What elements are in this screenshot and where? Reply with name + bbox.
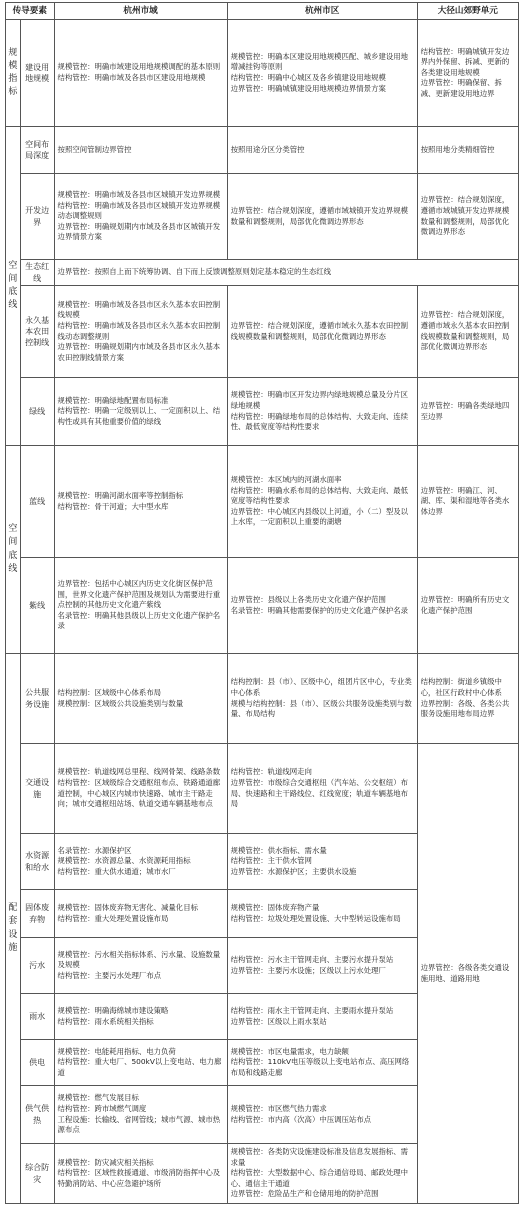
row-label: 永久基本农田控制线 [20, 286, 54, 378]
section-label: 规模指标 [6, 20, 21, 127]
row-label: 紫线 [20, 558, 54, 654]
cell-district: 规模管控：市区燃气热力需求 结构管控：市内高（次高）中压调压站布点 [227, 1086, 417, 1144]
row-label: 空间布局深度 [20, 127, 54, 174]
row-label: 蓝线 [20, 446, 54, 558]
cell-city: 规模管控：防灾减灾相关指标 结构管控：区域性救援通道、市级消防指挥中心及特勤消防站、中心应急避护场所 [54, 1144, 227, 1204]
cell-district: 边界管控：县级以上各类历史文化遗产保护范围 名录管控：明确其他需要保护的历史文化遗产保护名录 [227, 558, 417, 654]
cell-district: 结构管控：污水主干管网走向、主要污水提升泵站 边界管控：主要污水设施；区级以上污水处理厂 [227, 938, 417, 994]
row-label: 供电 [20, 1040, 54, 1086]
table-row [6, 20, 519, 127]
cell-district: 规模管控：本区域内的河湖水面率 结构管控：明确水系布局的总体结构、大致走向、最低宽度等结构性要求 边界管控：中心城区内县级以上河道，小（二）型及以上水库，一定面积以上重要的湖塘 [227, 446, 417, 558]
cell-city: 规模管控：明确绿地配置布局标准 结构管控：明确一定级别以上、一定面积以上、结构性或具有其他重要价值的绿线 [54, 378, 227, 446]
cell-district: 规模管控：市区电量需求，电力缺额 结构管控：110kV电压等级以上变电站布点、高压网络布局和线路走廊 [227, 1040, 417, 1086]
cell-unit: 结构控制：街道乡镇级中心，社区行政村中心体系 边界控制：各级、各类公共服务设施用地布局边界 [417, 654, 518, 744]
cell-district: 规模管控：明确市区开发边界内绿地规模总量及分片区绿地规模 结构管控：明确绿地布局的总体结构、大致走向、连续性、最低宽度等结构性要求 [227, 378, 417, 446]
cell-district: 按照用途分区分类管控 [227, 127, 417, 174]
cell-city: 名录管控：水源保护区 规模管控：水资源总量、水资源耗用指标 结构管控：重大供水通道；城市水厂 [54, 834, 227, 890]
cell-unit: 边界管控：明确各类绿地四至边界 [417, 378, 518, 446]
table-row [6, 558, 519, 654]
cell-unit: 边界管控：明确所有历史文化遗产保护范围 [417, 558, 518, 654]
cell-district: 结构控制：县（市）、区级中心，组团片区中心，专业类中心体系 规模与结构控制：县（市）、区级公共服务设施类别与数量、布局结构 [227, 654, 417, 744]
table-row [6, 446, 519, 558]
cell-unit: 边界管控：结合规划深度，遵循市域永久基本农田控制线规模数量和调整规则，局部优化微调边界形态 [417, 286, 518, 378]
row-label: 固体废弃物 [20, 890, 54, 938]
row-label: 绿线 [20, 378, 54, 446]
table-row [6, 654, 519, 744]
cell-district: 边界管控：结合规划深度，遵循市域永久基本农田控制线规模数量和调整规则，局部优化微调边界形态 [227, 286, 417, 378]
cell-city: 规模管控：明确市域及各县市区永久基本农田控制线规模 结构管控：明确市域及各县市区永久基本农田控制线动态调整规则 边界管控：明确规划期内市域及各县市区永久基本农田控制线情景方案 [54, 286, 227, 378]
header-city: 杭州市域 [54, 3, 227, 20]
row-label: 公共服务设施 [20, 654, 54, 744]
section-label: 配套设施 [6, 654, 21, 1204]
cell-city: 规模管控：固体废弃物无害化、减量化目标 结构管控：重大处理处置设施布局 [54, 890, 227, 938]
table-row [6, 286, 519, 378]
cell-unit: 结构管控：明确城镇开发边界内外保留、拆减、更新的各类建设用地规模 边界管控：明确保留、拆减、更新建设用地边界 [417, 20, 518, 127]
cell-district: 结构管控：轨道线网走向 边界管控：市级综合交通枢纽（汽车站、公交枢纽）布局、快速路和主干路线位、红线宽度；轨道车辆基地布局 [227, 744, 417, 834]
header-element: 传导要素 [6, 3, 55, 20]
cell-city: 规模管控：电能耗用指标、电力负荷 结构管控：重大电厂、500kV以上变电站、电力廊道 [54, 1040, 227, 1086]
cell-city: 规模管控：燃气发展目标 结构管控：跨市域燃气调度 工程设施：长输线、省网管线；城市气源、城市热源布点 [54, 1086, 227, 1144]
cell-city: 规模管控：明确市域建设用地规模调配的基本原则 结构管控：明确市域及各县市区建设用地规模 [54, 20, 227, 127]
cell-city: 结构控制：区域级中心体系布局 规模控制：区域级公共设施类别与数量 [54, 654, 227, 744]
row-label: 水资源和给水 [20, 834, 54, 890]
header-district: 杭州市区 [227, 3, 417, 20]
cell-district: 规模管控：各类防灾设施建设标准及信息发展指标、需求量 结构管控：大型数据中心、综合通信母局、邮政处理中心、通信主干通道 边界管控：危险品生产和仓储用地的防护范围 [227, 1144, 417, 1204]
cell-district: 规模管控：供水指标、需水量 结构管控：主干供水管网 边界管控：水源保护区；主要供水设施 [227, 834, 417, 890]
table-row [6, 174, 519, 260]
cell-district: 规模管控：固体废弃物产量 结构管控：垃圾处理处置设施、大中型转运设施布局 [227, 890, 417, 938]
table-header-row [6, 3, 519, 20]
row-label: 供气供热 [20, 1086, 54, 1144]
planning-transmission-table [5, 2, 519, 1204]
cell-unit: 边界管控：各级各类交通设施用地、道路用地 [417, 744, 518, 1204]
row-label: 雨水 [20, 994, 54, 1040]
cell-city: 规模管控：污水相关指标体系、污水量、设施数量及规模 结构管控：主要污水处理厂布点 [54, 938, 227, 994]
row-label: 综合防灾 [20, 1144, 54, 1204]
cell-city: 边界管控：包括中心城区内历史文化街区保护范围，世界文化遗产保护范围及规划认为需要进行重点控制的其他历史文化遗产紫线 名录管控：明确其他县级以上历史文化遗产保护名录 [54, 558, 227, 654]
cell-city: 按照空间管制边界管控 [54, 127, 227, 174]
cell-city: 规模管控：明确市域及各县市区城镇开发边界规模 结构管控：明确市域及各县市区城镇开发边界规模动态调整规则 边界管控：明确规划期内市域及各县市区城镇开发边界情景方案 [54, 174, 227, 260]
row-label: 建设用地规模 [20, 20, 54, 127]
cell-district: 规模管控：明确本区建设用地规模匹配、城乡建设用地增减挂钩等原则 结构管控：明确中心城区及各乡镇建设用地规模 边界管控：明确城镇建设用地规模边界情景方案 [227, 20, 417, 127]
table-row [6, 378, 519, 446]
row-label: 污水 [20, 938, 54, 994]
table-row [6, 260, 519, 286]
section-label: 空间底线 [6, 127, 21, 446]
cell-city: 规模管控：轨道线网总里程、线网骨架、线路条数 结构管控：区域级综合交通枢纽布点、铁路通道廊道控制，中心城区内城市快速路、城市主干路走向；城市交通枢纽站场、轨道交通车辆基地布点 [54, 744, 227, 834]
cell-unit: 边界管控：明确江、河、湖、库、渠和湿地等各类水体边界 [417, 446, 518, 558]
table-row [6, 127, 519, 174]
row-label: 交通设施 [20, 744, 54, 834]
row-label: 开发边界 [20, 174, 54, 260]
cell-district: 结构管控：雨水主干管网走向、主要雨水提升泵站 边界管控：区级以上雨水泵站 [227, 994, 417, 1040]
row-label: 生态红线 [20, 260, 54, 286]
section-label: 空间底线 [6, 446, 21, 654]
table-row [6, 744, 519, 834]
cell-unit: 边界管控：结合规划深度，遵循市域城镇开发边界规模数量和调整规则，局部优化微调边界形态 [417, 174, 518, 260]
cell-merged: 边界管控：按照自上而下统筹协调、自下而上反馈调整原则划定基本稳定的生态红线 [54, 260, 518, 286]
cell-district: 边界管控：结合规划深度，遵循市域城镇开发边界规模数量和调整规则，局部优化微调边界形态 [227, 174, 417, 260]
cell-city: 规模管控：明确河湖水面率等控制指标 结构管控：骨干河道；大中型水库 [54, 446, 227, 558]
cell-unit: 按照用地分类精细管控 [417, 127, 518, 174]
cell-city: 规模管控：明确海绵城市建设策略 结构管控：雨水系统相关指标 [54, 994, 227, 1040]
header-unit: 大径山郊野单元 [417, 3, 518, 20]
